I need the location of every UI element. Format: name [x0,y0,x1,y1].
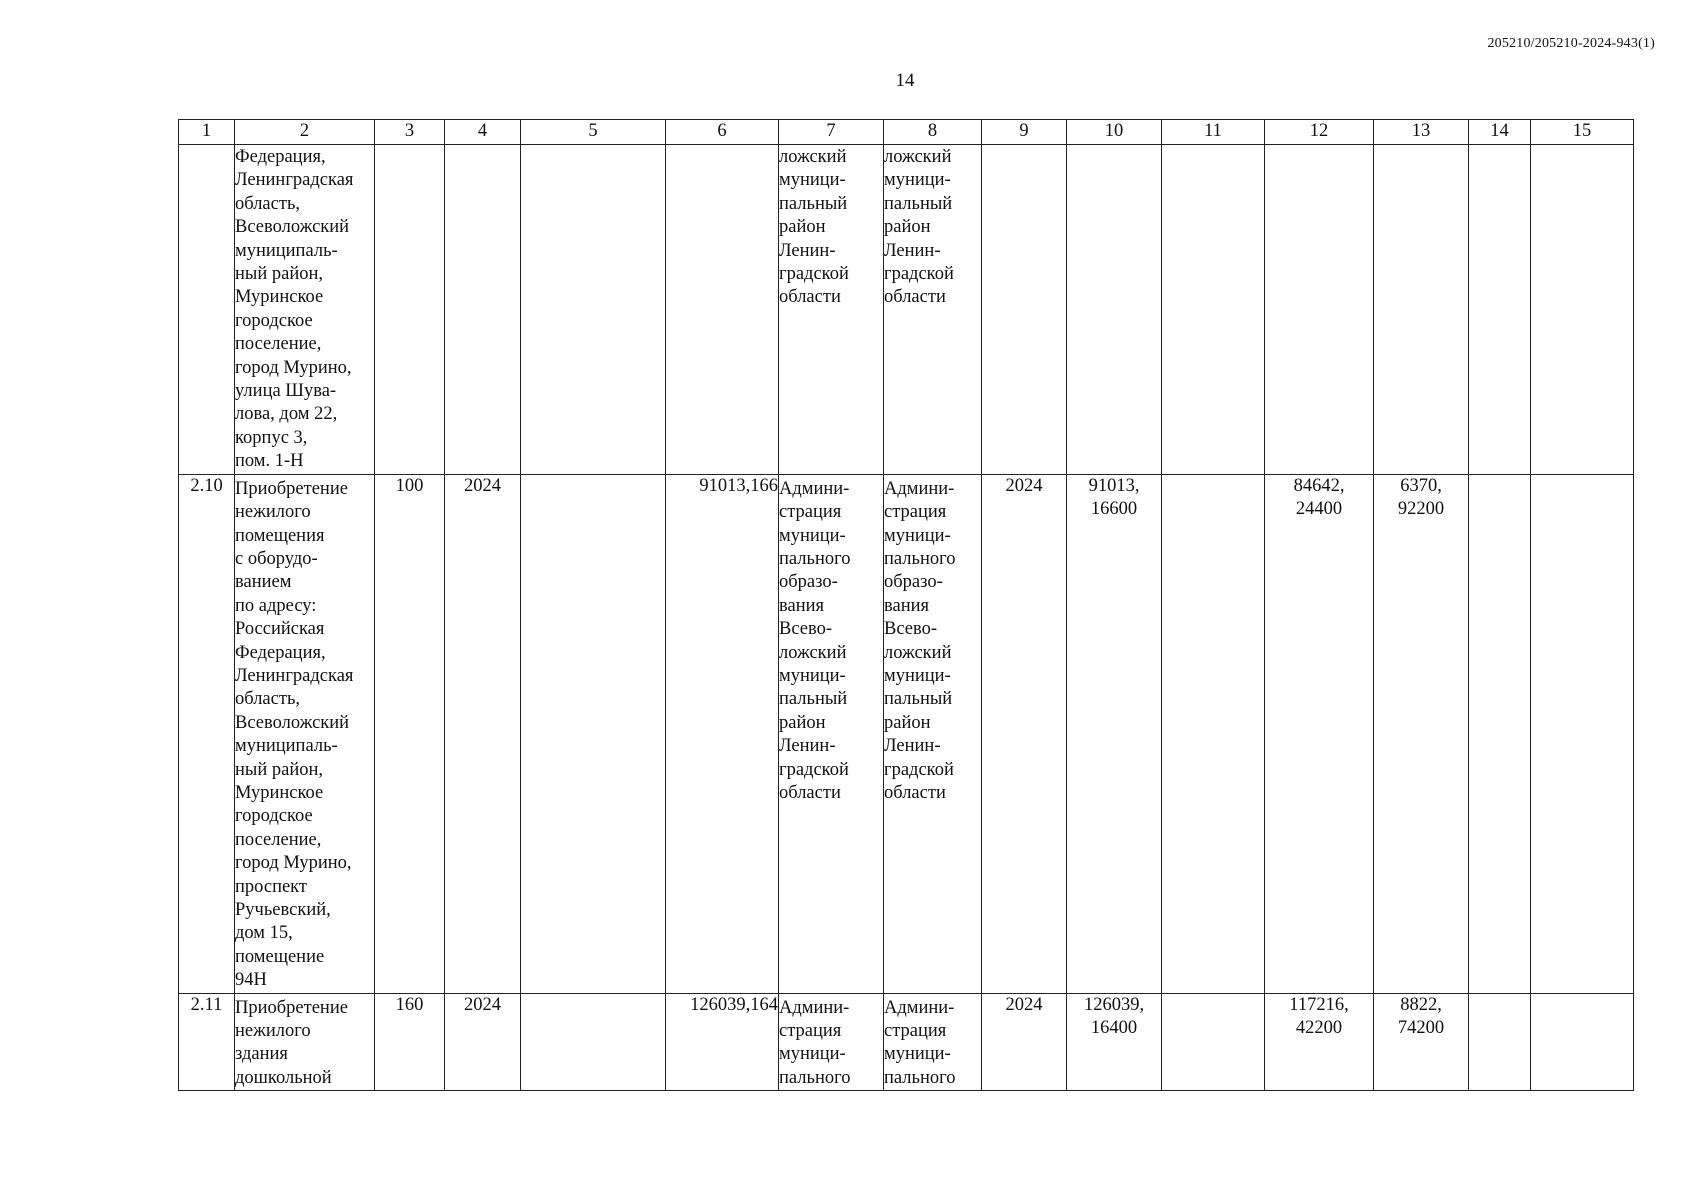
customer-cell: Админи- страция муници- пального [779,993,884,1091]
cell-col9 [982,145,1067,475]
header-cell: 2 [235,120,375,145]
object-description-cell: Приобретение нежилого здания дошкольной [235,993,375,1091]
header-cell: 8 [884,120,982,145]
cell-col10 [1067,145,1162,475]
cell-col5 [521,993,666,1091]
row-number-cell [179,145,235,475]
developer-cell: Админи- страция муници- пального [884,993,982,1091]
header-cell: 5 [521,120,666,145]
cell-col11 [1162,474,1265,993]
cell-col3 [375,145,445,475]
cell-col6: 91013,166 [666,474,779,993]
cell-col14 [1469,145,1531,475]
header-cell: 1 [179,120,235,145]
row-number-cell: 2.11 [179,993,235,1091]
row-number-cell: 2.10 [179,474,235,993]
cell-col11 [1162,993,1265,1091]
cell-col11 [1162,145,1265,475]
header-cell: 12 [1265,120,1374,145]
object-description-cell: Приобретение нежилого помещения с оборудо- ванием по адресу: Российская Федерация, Ленинградская область, Всеволожский муниципаль- ный район, Муринское городское поселение, город Мурино, проспект Ручьевский, дом 15, помещение 94Н [235,474,375,993]
table-row [179,993,1634,1091]
cell-col3: 100 [375,474,445,993]
customer-cell: Админи- страция муници- пального образо- вания Всево- ложский муници- пальный район Ленин- градской области [779,474,884,993]
developer-cell: Админи- страция муници- пального образо- вания Всево- ложский муници- пальный район Ленин- градской области [884,474,982,993]
page-number: 14 [895,70,915,91]
customer-cell: ложский муници- пальный район Ленин- градской области [779,145,884,475]
cell-col13: 8822, 74200 [1374,993,1469,1091]
header-cell: 10 [1067,120,1162,145]
header-cell: 3 [375,120,445,145]
cell-col12 [1265,145,1374,475]
cell-col14 [1469,474,1531,993]
cell-col5 [521,474,666,993]
cell-col4: 2024 [445,474,521,993]
cell-col9: 2024 [982,474,1067,993]
header-cell: 7 [779,120,884,145]
cell-col9: 2024 [982,993,1067,1091]
cell-col13: 6370, 92200 [1374,474,1469,993]
cell-col4: 2024 [445,993,521,1091]
cell-col6: 126039,164 [666,993,779,1091]
cell-col13 [1374,145,1469,475]
cell-col6 [666,145,779,475]
cell-col3: 160 [375,993,445,1091]
cell-col12: 117216, 42200 [1265,993,1374,1091]
header-cell: 13 [1374,120,1469,145]
cell-col10: 126039, 16400 [1067,993,1162,1091]
developer-cell: ложский муници- пальный район Ленин- градской области [884,145,982,475]
header-cell: 15 [1531,120,1634,145]
cell-col15 [1531,145,1634,475]
table-row [179,474,1634,993]
cell-col15 [1531,474,1634,993]
cell-col5 [521,145,666,475]
header-cell: 14 [1469,120,1531,145]
object-description-cell: Федерация, Ленинградская область, Всеволожский муниципаль- ный район, Муринское городское поселение, город Мурино, улица Шува- лова, дом 22, корпус 3, пом. 1-Н [235,145,375,475]
header-cell: 4 [445,120,521,145]
document-id: 205210/205210-2024-943(1) [1487,36,1655,51]
header-cell: 6 [666,120,779,145]
table-header-row [179,120,1634,145]
cell-col14 [1469,993,1531,1091]
cell-col10: 91013, 16600 [1067,474,1162,993]
table-row [179,145,1634,475]
cell-col15 [1531,993,1634,1091]
data-table [178,119,1634,1091]
header-cell: 9 [982,120,1067,145]
cell-col12: 84642, 24400 [1265,474,1374,993]
cell-col4 [445,145,521,475]
header-cell: 11 [1162,120,1265,145]
